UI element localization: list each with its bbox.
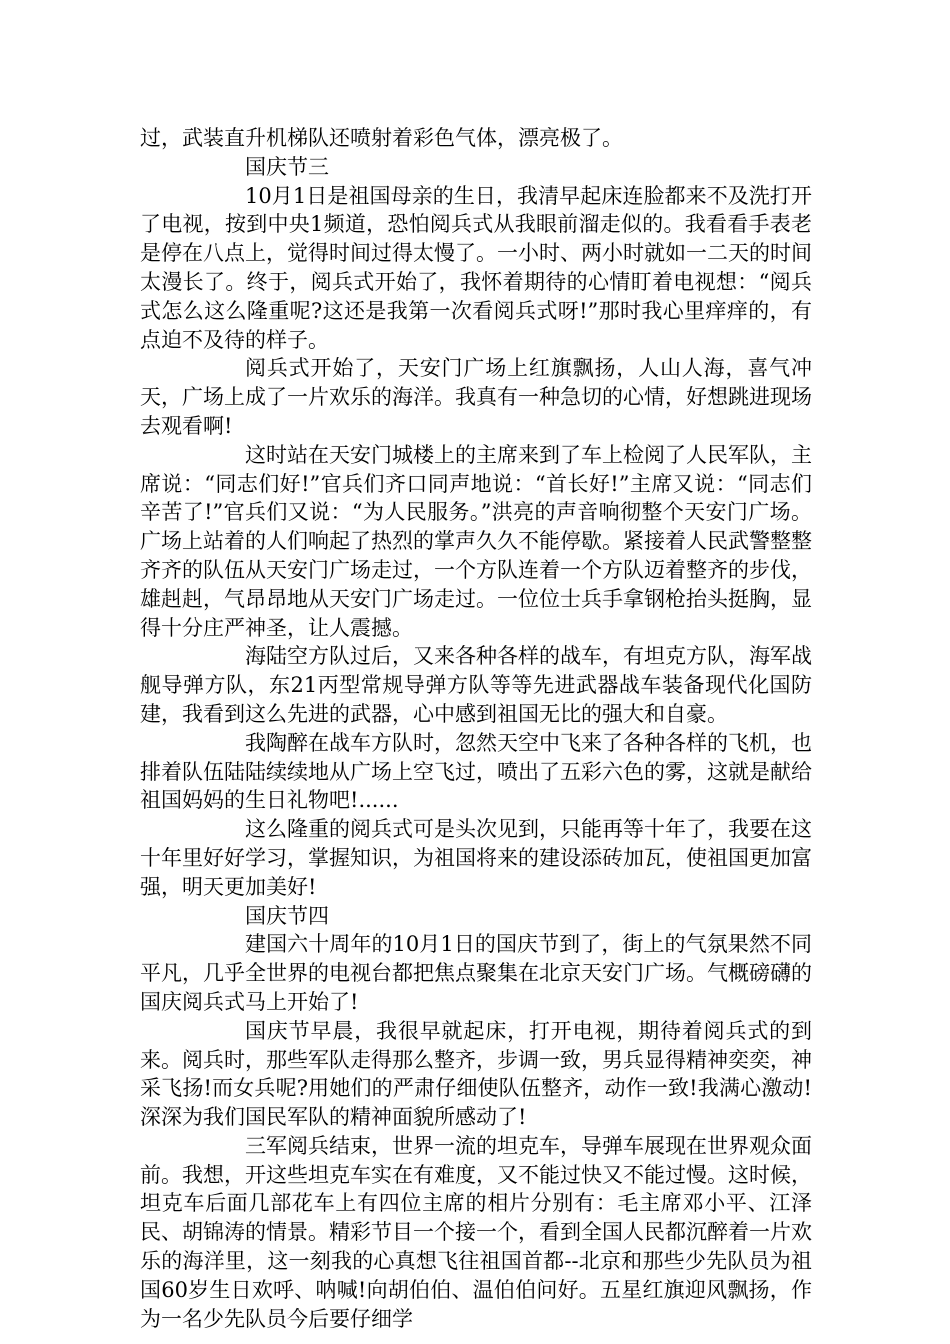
paragraph: 这时站在天安门城楼上的主席来到了车上检阅了人民军队，主席说：“同志们好!”官兵们齐口同声地说：“首长好!”主席又说：“同志们辛苦了!”官兵们又说：“为人民服务。”洪亮的声音响彻整个天安门广场。广场上站着的人们响起了热烈的掌声久久不能停歇。紧接着人民武警整整齐齐的队伍从天安门广场走过，一个方队连着一个方队迈着整齐的步伐，雄赳赳，气昂昂地从天安门广场走过。一位位士兵手拿钢枪抬头挺胸，显得十分庄严神圣，让人震撼。 — [140, 442, 812, 640]
paragraph: 我陶醉在战车方队时，忽然天空中飞来了各种各样的飞机，也排着队伍陆陆续续地从广场上空飞过，喷出了五彩六色的雾，这就是献给祖国妈妈的生日礼物吧!...... — [140, 730, 812, 813]
paragraph: 阅兵式开始了，天安门广场上红旗飘扬，人山人海，喜气冲天，广场上成了一片欢乐的海洋。我真有一种急切的心情，好想跳进现场去观看啊! — [140, 356, 812, 438]
paragraph: 海陆空方队过后，又来各种各样的战车，有坦克方队，海军战舰导弹方队，东21丙型常规导弹方队等等先进武器战车装备现代化国防建，我看到这么先进的武器，心中感到祖国无比的强大和自豪。 — [140, 644, 812, 726]
paragraph: 建国六十周年的10月1日的国庆节到了，街上的气氛果然不同平凡，几乎全世界的电视台都把焦点聚集在北京天安门广场。气概磅礴的国庆阅兵式马上开始了! — [140, 932, 812, 1014]
section-heading-4: 国庆节四 — [245, 903, 329, 928]
paragraph-continued: 过，武装直升机梯队还喷射着彩色气体，漂亮极了。 — [140, 126, 623, 150]
section-heading-3: 国庆节三 — [245, 154, 329, 179]
paragraph: 国庆节早晨，我很早就起床，打开电视，期待着阅兵式的到来。阅兵时，那些军队走得那么整齐，步调一致，男兵显得精神奕奕，神采飞扬!而女兵呢?用她们的严肃仔细使队伍整齐，动作一致!我满心激动!深深为我们国民军队的精神面貌所感动了! — [140, 1018, 812, 1130]
paragraph: 这么隆重的阅兵式可是头次见到，只能再等十年了，我要在这十年里好好学习，掌握知识，为祖国将来的建设添砖加瓦，使祖国更加富强，明天更加美好! — [140, 817, 812, 899]
paragraph: 三军阅兵结束，世界一流的坦克车，导弹车展现在世界观众面前。我想，开这些坦克车实在有难度，又不能过快又不能过慢。这时候，坦克车后面几部花车上有四位主席的相片分别有：毛主席邓小平、江泽民、胡锦涛的情景。精彩节目一个接一个，看到全国人民都沉醉着一片欢乐的海洋里，这一刻我的心真想飞往祖国首都--北京和那些少先队员为祖国60岁生日欢呼、呐喊!向胡伯伯、温伯伯问好。五星红旗迎风飘扬，作为一名少先队员今后要仔细学 — [140, 1133, 812, 1331]
document-page — [140, 124, 812, 1333]
paragraph: 10月1日是祖国母亲的生日，我清早起床连脸都来不及洗打开了电视，按到中央1频道，恐怕阅兵式从我眼前溜走似的。我看看手表老是停在八点上，觉得时间过得太慢了。一小时、两小时就如一二天的时间太漫长了。终于，阅兵式开始了，我怀着期待的心情盯着电视想：“阅兵式怎么这么隆重呢?这还是我第一次看阅兵式呀!”那时我心里痒痒的，有点迫不及待的样子。 — [140, 183, 812, 352]
